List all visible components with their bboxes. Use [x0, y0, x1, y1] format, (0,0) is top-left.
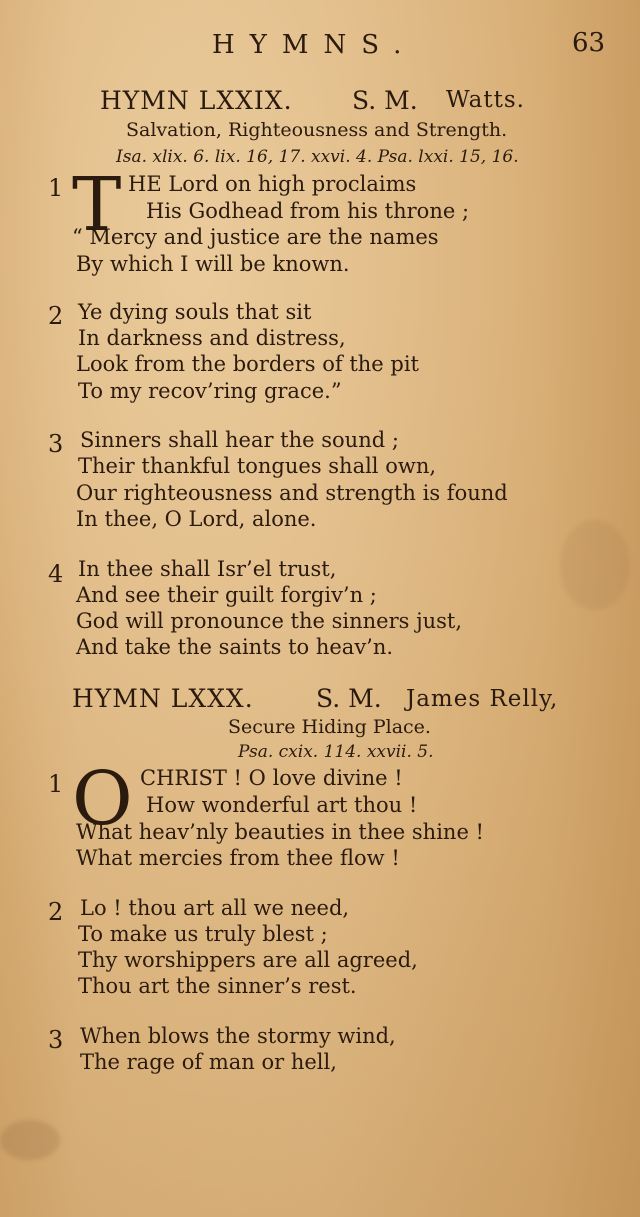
drop-cap: T [72, 162, 122, 248]
hymn-title: HYMN LXXIX. [100, 86, 293, 115]
verse-line: Look from the borders of the pit [76, 352, 419, 376]
scripture-references: Psa. cxix. 114. xxvii. 5. [238, 742, 434, 762]
verse-number: 3 [48, 1026, 64, 1054]
verse-line: To make us truly blest ; [78, 922, 328, 946]
verse-line: Ye dying souls that sit [78, 300, 312, 324]
hymn-subtitle: Salvation, Righteousness and Strength. [126, 119, 508, 141]
verse-line: Sinners shall hear the sound ; [80, 428, 399, 452]
stain [0, 1120, 60, 1160]
verse-number: 1 [48, 770, 64, 798]
hymn-author: Watts. [446, 87, 525, 113]
hymn-meter: S. M. [316, 684, 382, 713]
verse-line: What heav’nly beauties in thee shine ! [76, 820, 484, 844]
verse-line: God will pronounce the sinners just, [76, 609, 462, 633]
verse-line: What mercies from thee flow ! [76, 846, 400, 870]
scripture-references: Isa. xlix. 6. lix. 16, 17. xxvi. 4. Psa. lxxi. 15, 16. [116, 147, 519, 167]
verse-number: 2 [48, 302, 64, 330]
verse-line: In thee, O Lord, alone. [76, 507, 317, 531]
verse-line: To my recov’ring grace.” [78, 379, 342, 403]
verse-line: “ Mercy and justice are the names [72, 225, 439, 249]
verse-number: 3 [48, 430, 64, 458]
verse-line: Thy worshippers are all agreed, [78, 948, 418, 972]
verse-line: Thou art the sinner’s rest. [78, 974, 357, 998]
verse-line: By which I will be known. [76, 252, 350, 276]
verse-line: The rage of man or hell, [80, 1050, 337, 1074]
verse-line: His Godhead from his throne ; [146, 199, 470, 223]
verse-line: In darkness and distress, [78, 326, 346, 350]
page-number: 63 [572, 28, 606, 58]
hymn-title: HYMN LXXX. [72, 684, 254, 713]
verse-line: Their thankful tongues shall own, [78, 454, 437, 478]
hymn-subtitle: Secure Hiding Place. [228, 716, 431, 738]
drop-cap: O [72, 756, 133, 842]
verse-line: Lo ! thou art all we need, [80, 896, 350, 920]
verse-line: CHRIST ! O love divine ! [140, 766, 403, 790]
verse-line: How wonderful art thou ! [146, 793, 418, 817]
hymn-meter: S. M. [352, 86, 418, 115]
verse-line: And see their guilt forgiv’n ; [76, 583, 377, 607]
running-head-title: HYMNS. [212, 30, 417, 60]
verse-line: And take the saints to heav’n. [76, 635, 394, 659]
verse-line: When blows the stormy wind, [80, 1024, 396, 1048]
verse-number: 4 [48, 560, 64, 588]
hymn-author: James Relly, [406, 686, 559, 712]
verse-line: In thee shall Isr’el trust, [78, 557, 337, 581]
verse-line: Our righteousness and strength is found [76, 481, 508, 505]
verse-number: 2 [48, 898, 64, 926]
verse-number: 1 [48, 174, 64, 202]
stain [560, 520, 630, 610]
verse-line: HE Lord on high proclaims [128, 172, 417, 196]
